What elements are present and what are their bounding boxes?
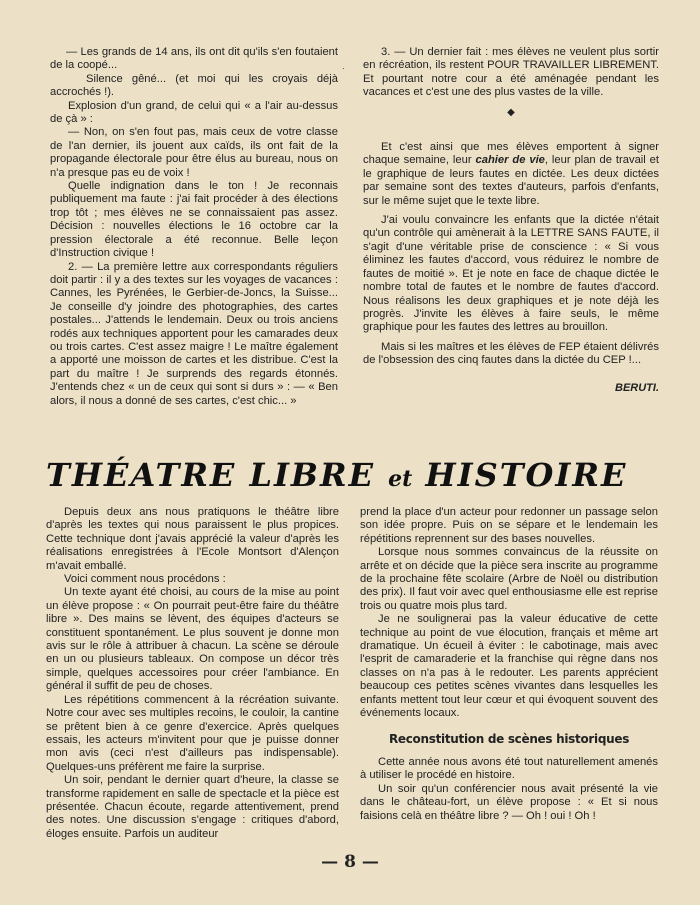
title-conjunction: et (388, 466, 413, 492)
diamond-separator-icon: ◆ (507, 106, 515, 118)
paragraph: Les répétitions commencent à la récréation suivante. Notre cour avec ses multiples recoins, le couloir, la cantine se prêtent bien à ce genre d'exercice. Après quelques essais, les acteurs m'invitent pour que je puisse donner mon avis (ceci n'est d'ailleurs pas indispensable). Quelques-uns préfèrent me faire la surprise. (46, 693, 339, 773)
paragraph: J'ai voulu convaincre les enfants que la dictée n'était qu'un contrôle qui amènerait à la LETTRE SANS FAUTE, il s'agit d'une véritable prise de conscience : « Si vous éliminez les fautes d'accord, vous réduirez le nombre de fautes de moitié ». Et je note en face de chaque dictée le nombre total de fautes et le nombre de fautes d'accord. Nous réalisons les deux graphiques et je note déjà les progrès. J'invite les élèves à faire seuls, le même graphique pour les fautes des lettres au brouillon. (363, 214, 659, 334)
bottom-right-column (360, 506, 658, 823)
paragraph: Un soir qu'un conférencier nous avait présenté la vie dans le château-fort, un élève propose : « Et si nous faisions celà en théâtre libre ? — Oh ! oui ! Oh ! (360, 782, 658, 822)
paragraph: prend la place d'un acteur pour redonner un passage selon son idée propre. Puis on se sépare et le lendemain les répétitions reprennent sur des bases nouvelles. (360, 506, 658, 545)
paragraph: Quelle indignation dans le ton ! Je reconnais publiquement ma faute : j'ai fait procéder à des élections trop tôt ; mes élèves ne se connaissaient pas assez. Décision : nouvelles élections le 16 octobre car la pression électorale a été reconnue. Belle leçon d'Instruction civique ! (50, 180, 338, 260)
title-end: HISTOIRE (425, 456, 628, 494)
paragraph: Cette année nous avons été tout naturellement amenés à utiliser le procédé en histoire. (360, 755, 658, 782)
paragraph: Un texte ayant été choisi, au cours de la mise au point un élève propose : « On pourrait peut-être faire du théâtre libre ». Des mains se lèvent, des équipes d'acteurs se constituent spontanément. Le plus souvent je donne mon avis sur le rôle à attribuer à chacun. La scène se déroule en un ou plusieurs tableaux. On compose un décor très simple, quelques accessoires pour créer l'ambiance. En général il suffit de peu de choses. (46, 586, 339, 693)
paragraph: 2. — La première lettre aux correspondants réguliers doit partir : il y a des textes sur les voyages de vacances : Cannes, les Pyrénées, le Gerbier-de-Joncs, la Suisse... Je conseille d'y joindre des photographies, des cartes postales... J'attends le lendemain. Deux ou trois anciens rodés aux techniques apportent pour les camarades deux ou trois cartes. C'est assez maigre ! Le maître également a apporté une moisson de cartes et les distribue. C'est la part du maître ! Je surprends des regards étonnés. J'entends chez « un de ceux qui sont si durs » : — « Ben alors, il nous a donné de ses cartes, c'est chic... » (50, 260, 338, 407)
paragraph: Mais si les maîtres et les élèves de FEP étaient délivrés de l'obsession des cinq fautes dans la dictée du CEP !... (363, 340, 659, 367)
paragraph: Je ne soulignerai pas la valeur éducative de cette technique au point de vue élocution, français et même art dramatique. Un écueil à éviter : le cabotinage, mais avec l'esprit de camaraderie et la franchise qui règne dans nos classes on n'a pas à le redouter. Les parents apprécient beaucoup ces petites scènes vivantes dans lesquelles les enfants mettent tout leur cœur et qui évoquent souvent des événements locaux. (360, 613, 658, 720)
bottom-left-column (46, 506, 339, 841)
title-main: THÉATRE LIBRE (46, 456, 375, 494)
emphasis: cahier de vie (475, 154, 545, 167)
paragraph: Explosion d'un grand, de celui qui « a l'air au-dessus de çà » : (50, 99, 338, 126)
column-dot: · (342, 64, 345, 73)
paragraph: Depuis deux ans nous pratiquons le théâtre libre d'après les textes qui nous paraissent le plus propices. Cette technique dont j'avais apprécié la valeur d'après les réalisations enregistrées à l'Ecole Montsort d'Alençon m'avait emballé. (46, 506, 339, 572)
author-signature: BERUTI. (615, 381, 659, 394)
paragraph: Silence gêné... (et moi qui les croyais déjà accrochés !). (50, 72, 338, 99)
article-title (46, 456, 656, 494)
paragraph: Lorsque nous sommes convaincus de la réussite on arrête et on décide que la pièce sera inscrite au programme de la prochaine fête scolaire (Arbre de Noël ou distribution des prix). Il faut voir avec quel enthousiasme elle est reprise trois ou quatre mois plus tard. (360, 546, 658, 612)
top-left-column (50, 46, 338, 408)
paragraph: — Non, on s'en fout pas, mais ceux de votre classe de l'an dernier, ils jouent aux caïds, ils ont fait de la propagande électorale pour être élus au bureau, nous on n'a presque pas eu de voix ! (50, 126, 338, 179)
paragraph: — Les grands de 14 ans, ils ont dit qu'ils s'en foutaient de la coopé... (50, 46, 338, 72)
paragraph: Voici comment nous procédons : (64, 573, 226, 586)
paragraph: 3. — Un dernier fait : mes élèves ne veulent plus sortir en récréation, ils restent POUR TRAVAILLER LIBREMENT. Et pourtant notre cour a été aménagée pendant les vacances et c'est une des plus vastes de la ville. (363, 46, 659, 99)
section-subheading: Reconstitution de scènes historiques (388, 731, 630, 746)
paragraph: Un soir, pendant le dernier quart d'heure, la classe se transforme rapidement en salle de spectacle et la pièce est présentée. Chacun écoute, regarde attentivement, prend des notes. Une discussion s'engage : critiques d'abord, éloges ensuite. Parfois un auditeur (46, 774, 339, 840)
top-right-column (363, 46, 659, 395)
page-number: — 8 — (321, 852, 379, 872)
paragraph: Et c'est ainsi que mes élèves emportent à signer chaque semaine, leur cahier de vie, leur plan de travail et le graphique de leurs fautes en dictée. Les deux dictées par semaine sont des textes d'auteurs, parfois d'enfants, sur le même sujet que le texte libre. (363, 141, 660, 207)
